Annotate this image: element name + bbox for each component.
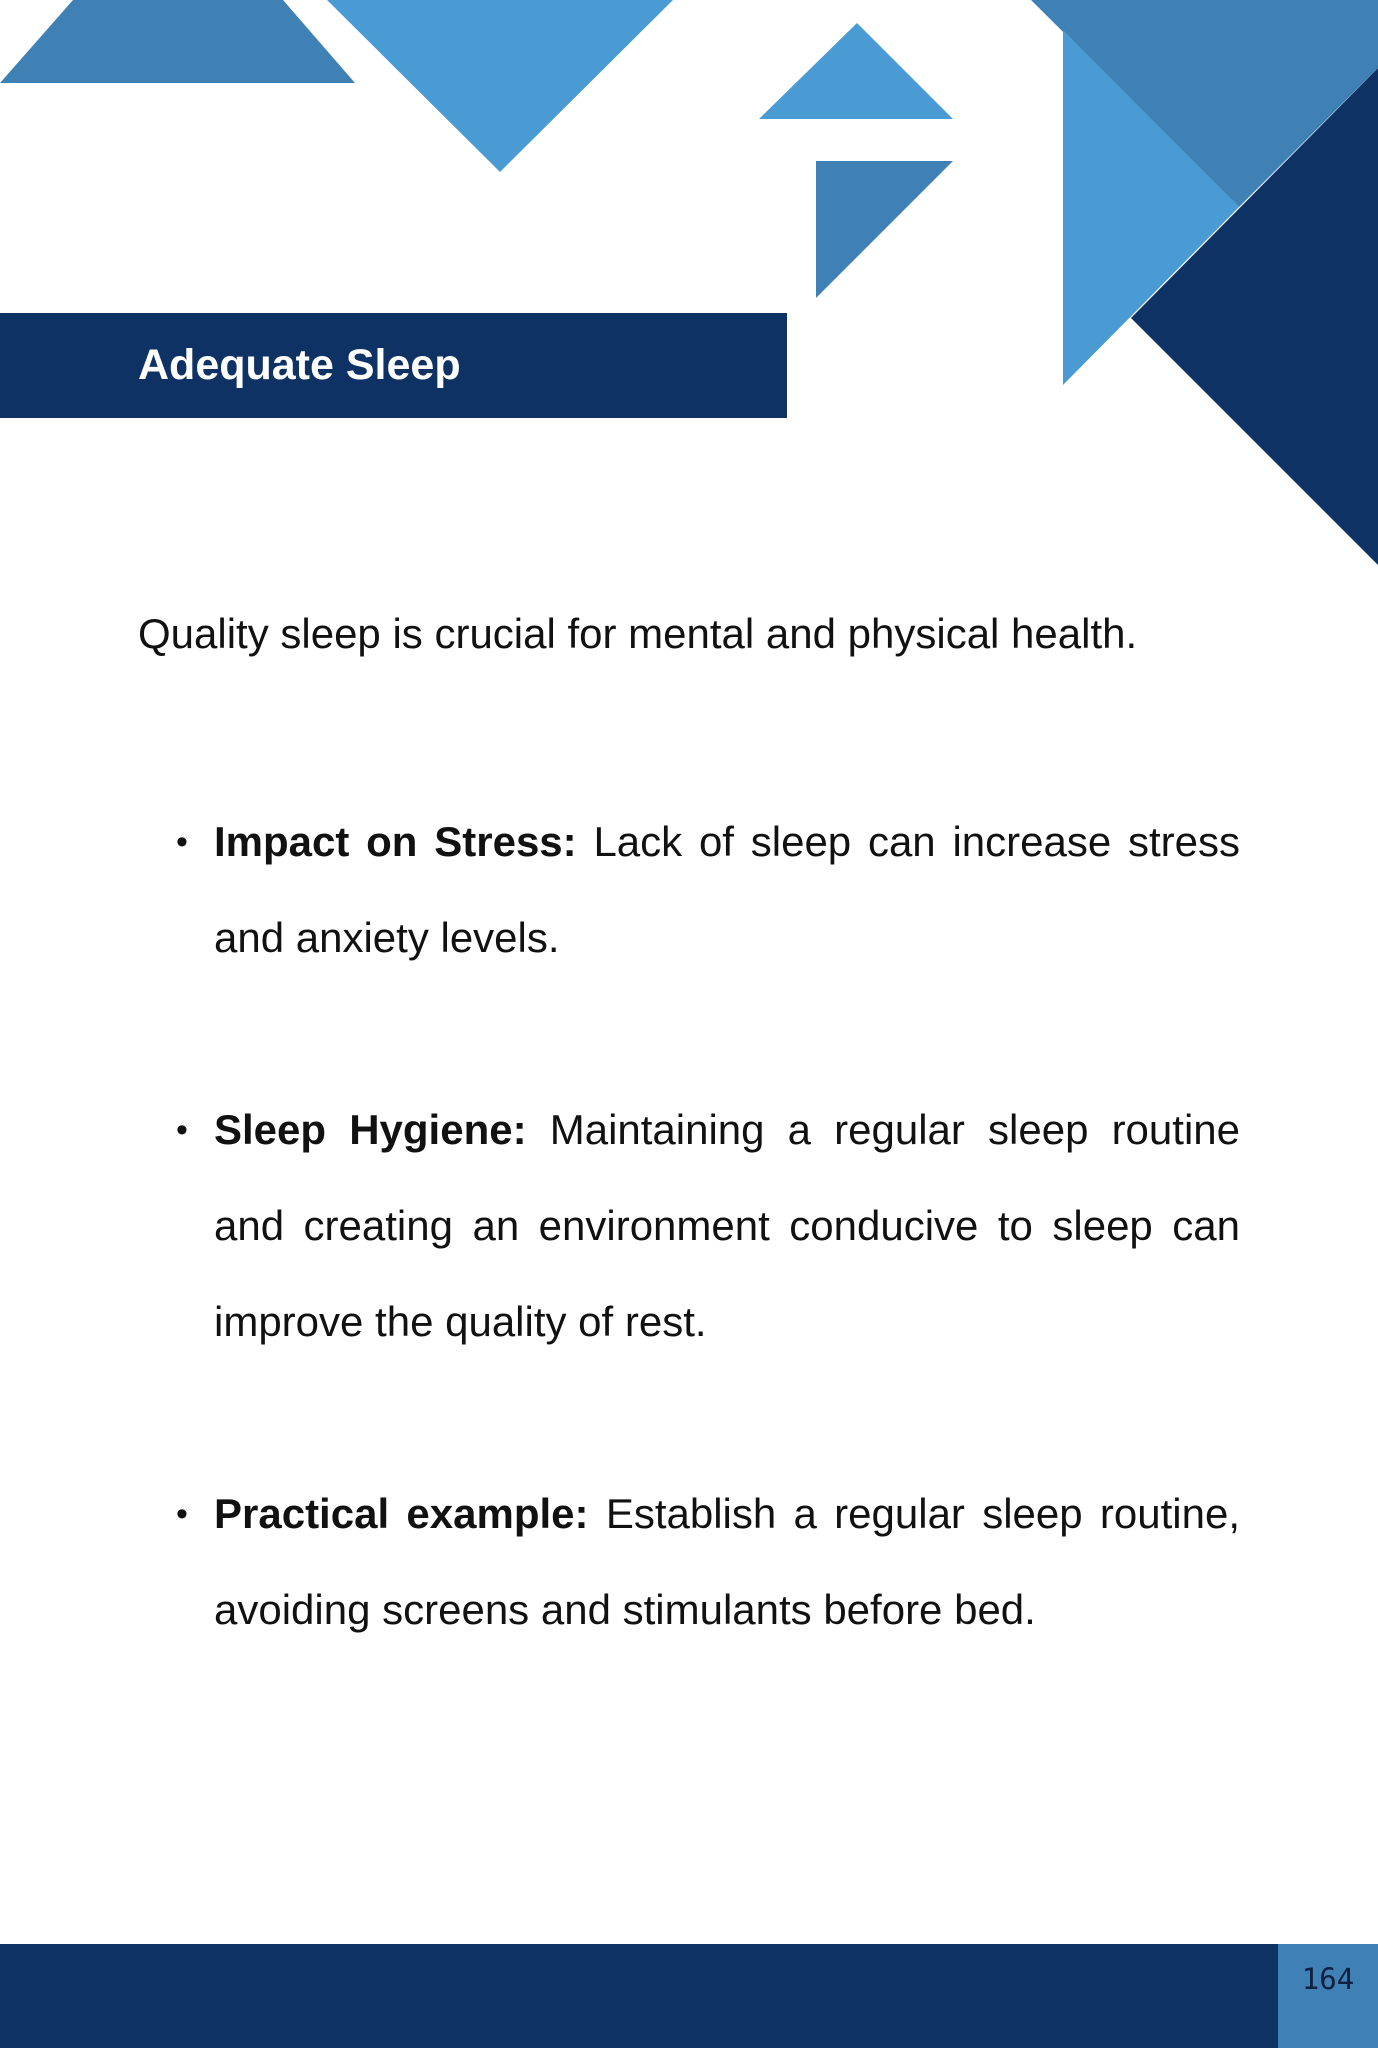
list-item	[214, 1466, 1240, 1658]
triangle-top-center	[327, 0, 673, 172]
bullet-text: Lack of sleep can increase stress and anxiety levels.	[214, 818, 1240, 961]
bullet-list	[214, 794, 1240, 1754]
title-banner	[0, 313, 787, 418]
list-item	[214, 1082, 1240, 1370]
bullet-label: Sleep Hygiene:	[214, 1106, 527, 1153]
intro-paragraph: Quality sleep is crucial for mental and physical health.	[138, 610, 1138, 657]
triangle-top-left	[0, 0, 355, 83]
bullet-label: Impact on Stress:	[214, 818, 577, 865]
list-item	[214, 794, 1240, 986]
page-title: Adequate Sleep	[138, 341, 461, 389]
bullet-text: Establish a regular sleep routine, avoiding screens and stimulants before bed.	[214, 1490, 1241, 1633]
page-number-box	[1278, 1944, 1378, 2048]
footer-bar	[0, 1944, 1378, 2048]
bullet-text: Maintaining a regular sleep routine and creating an environment conducive to sleep can improve the quality of rest.	[214, 1106, 1240, 1345]
triangle-small-down	[816, 161, 953, 298]
triangle-small-up	[759, 23, 953, 119]
page-number: 164	[1301, 1962, 1355, 1996]
bullet-label: Practical example:	[214, 1490, 589, 1537]
